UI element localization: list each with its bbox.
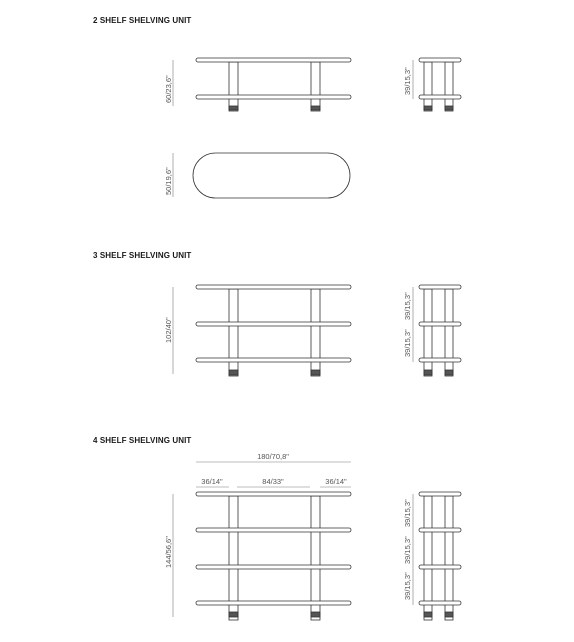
two-shelf-side-view (403, 58, 461, 111)
right-segment-label: 36/14" (325, 477, 347, 486)
section-title-4-shelf: 4 SHELF SHELVING UNIT (93, 436, 192, 445)
section-title-2-shelf: 2 SHELF SHELVING UNIT (93, 16, 192, 25)
side-right-foot (445, 370, 453, 375)
middle-shelf (196, 322, 351, 326)
three-shelf-side-view (403, 285, 461, 376)
total-width-label: 180/70,8" (257, 452, 289, 461)
front-height-label: 60/23,6" (164, 75, 173, 103)
bottom-shelf (196, 95, 351, 99)
side-height-label: 39/15,3" (403, 67, 412, 95)
right-leg (311, 289, 320, 376)
four-shelf-width-dimensions (196, 452, 351, 487)
section-title-3-shelf: 3 SHELF SHELVING UNIT (93, 251, 192, 260)
left-segment-label: 36/14" (201, 477, 223, 486)
four-shelf-front-view (164, 492, 351, 620)
two-shelf-front-view (164, 58, 351, 111)
side-height-label-middle: 39/15,3" (403, 536, 412, 564)
top-shelf (196, 285, 351, 289)
left-foot (229, 370, 238, 375)
side-top-shelf (419, 58, 461, 62)
side-height-label-top: 39/15,3" (403, 499, 412, 527)
side-left-foot (424, 106, 432, 110)
side-height-label-upper: 39/15,3" (403, 292, 412, 320)
top-shelf (196, 492, 351, 496)
three-shelf-front-view (164, 285, 351, 376)
side-height-label-lower: 39/15,3" (403, 329, 412, 357)
right-foot (311, 106, 320, 110)
lower-middle-shelf (196, 565, 351, 569)
bottom-shelf (196, 601, 351, 605)
front-height-label: 102/40" (164, 317, 173, 343)
two-shelf-top-view (164, 153, 350, 198)
right-foot (311, 612, 320, 617)
side-right-leg (445, 289, 453, 376)
top-depth-label: 50/19,6" (164, 167, 173, 195)
side-top-shelf (419, 285, 461, 289)
side-bottom-shelf (419, 358, 461, 362)
upper-middle-shelf (196, 528, 351, 532)
left-leg (229, 289, 238, 376)
side-right-foot (445, 106, 453, 110)
left-foot (229, 612, 238, 617)
side-left-foot (424, 612, 432, 617)
side-height-label-bottom: 39/15,3" (403, 572, 412, 600)
side-right-foot (445, 612, 453, 617)
side-left-leg (424, 289, 432, 376)
side-left-leg (424, 62, 432, 111)
side-bottom-shelf (419, 95, 461, 99)
right-foot (311, 370, 320, 375)
side-top-shelf (419, 492, 461, 496)
top-view-outline (193, 153, 350, 198)
side-left-foot (424, 370, 432, 375)
side-lower-middle-shelf (419, 565, 461, 569)
side-right-leg (445, 62, 453, 111)
front-height-label: 144/56,6" (164, 536, 173, 568)
middle-segment-label: 84/33" (262, 477, 284, 486)
left-leg (229, 62, 238, 111)
top-shelf (196, 58, 351, 62)
side-upper-middle-shelf (419, 528, 461, 532)
right-leg (311, 62, 320, 111)
four-shelf-side-view (403, 492, 461, 620)
left-foot (229, 106, 238, 110)
bottom-shelf (196, 358, 351, 362)
side-middle-shelf (419, 322, 461, 326)
side-bottom-shelf (419, 601, 461, 605)
